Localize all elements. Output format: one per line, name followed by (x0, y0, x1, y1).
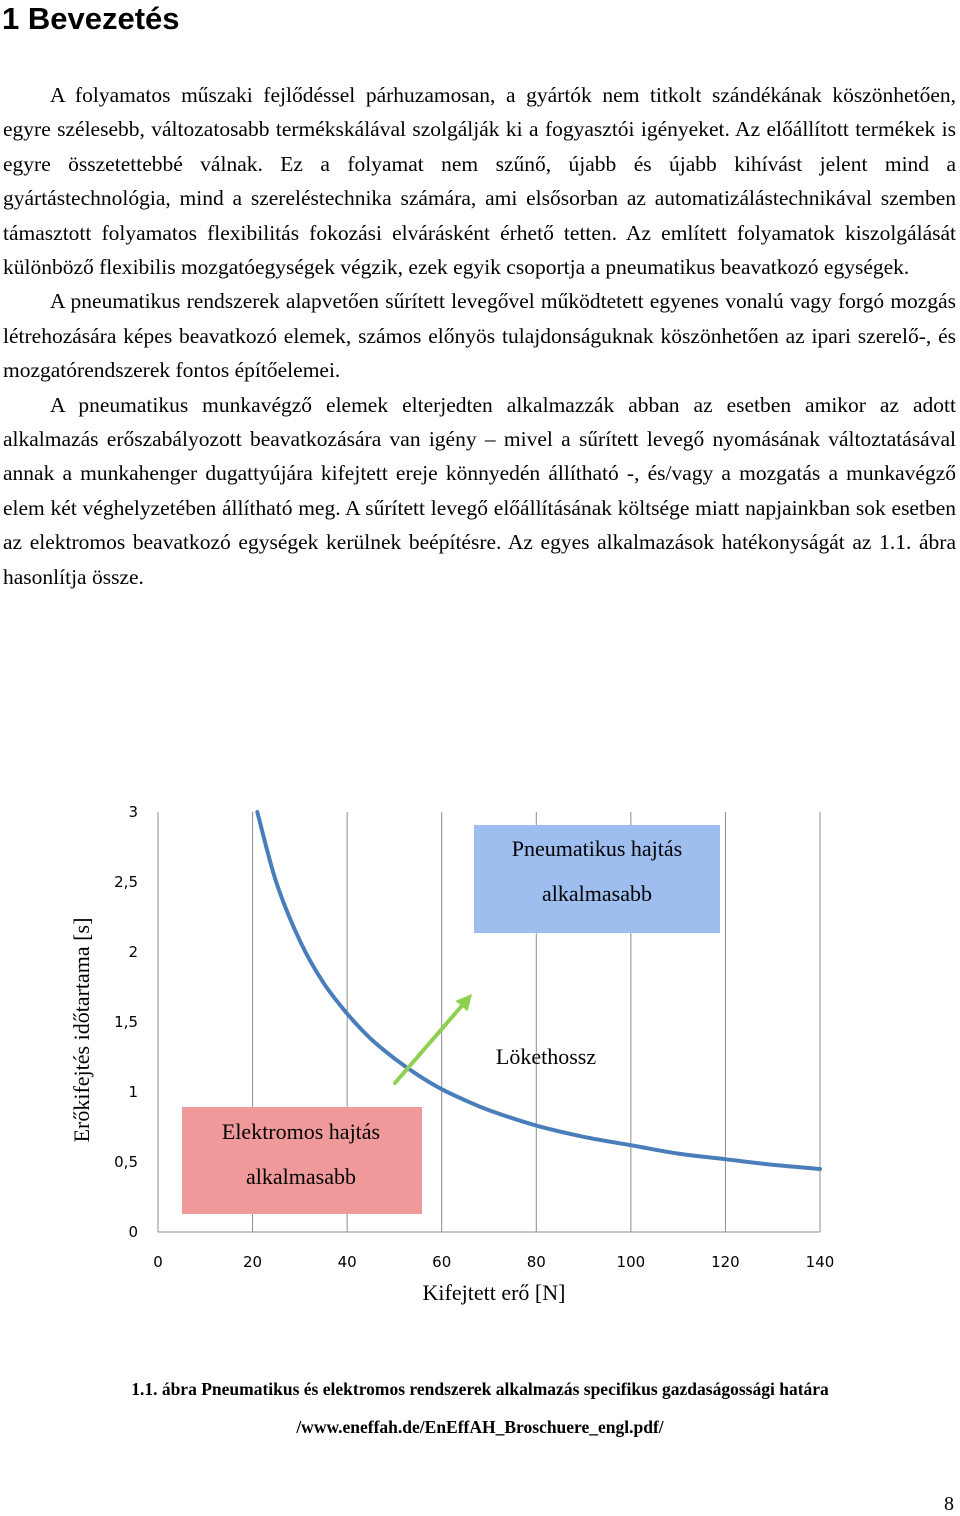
x-tick-label: 80 (526, 1253, 546, 1271)
y-tick-label: 3 (128, 803, 138, 821)
pneumatic-box-line-1: Pneumatikus hajtás (511, 836, 683, 861)
page-number: 8 (944, 1493, 954, 1515)
electric-box-line-1: Elektromos hajtás (221, 1119, 381, 1144)
section-heading: 1 Bevezetés (2, 1, 180, 36)
paragraph-1: A folyamatos műszaki fejlődéssel párhuzamosan, a gyártók nem titkolt szándékának köszönhetően, egyre szélesebb, változatosabb termékskálával szolgálják ki a fogyasztói igényeket. Az előállított termékek is egyre összetettebbé válnak. Ez a folyamat nem szűnő, újabb és újabb kihívást jelent mind a gyártástechnológia, mind a szereléstechnika számára, ami elsősorban az automatizálástechnikával szemben támasztott folyamatos flexibilitás fokozási elvárásként érhető tetten. Az említett folyamatok kiszolgálását különböző flexibilis mozgatóegységek végzik, ezek egyik csoportja a pneumatikus beavatkozó egységek. (3, 83, 956, 280)
y-axis-title: Erőkifejtés időtartama [s] (69, 917, 94, 1143)
x-tick-label: 140 (805, 1253, 835, 1271)
stroke-length-arrow (395, 994, 472, 1083)
x-tick-label: 0 (153, 1253, 163, 1271)
x-tick-label: 20 (243, 1253, 263, 1271)
x-axis-title: Kifejtett erő [N] (422, 1280, 566, 1305)
y-tick-label: 0 (128, 1223, 138, 1241)
figure-source: /www.eneffah.de/EnEffAH_Broschuere_engl.pdf/ (296, 1417, 664, 1437)
paragraph-3: A pneumatikus munkavégző elemek elterjedten alkalmazzák abban az esetben amikor az adott alkalmazás erőszabályozott beavatkozására van igény – mivel a sűrített levegő nyomásának változtatásával annak a munkahenger dugattyújára kifejtett ereje könnyedén állítható -, és/vagy a mozgatás a munkavégző elem két véghelyzetében állítható meg. A sűrített levegő előállításának költsége miatt napjainkban sok esetben az elektromos beavatkozó egységek kerülnek beépítésre. Az egyes alkalmazások hatékonyságát az 1.1. ábra hasonlítja össze. (3, 392, 956, 589)
pneumatic-box-line-2: alkalmasabb (542, 881, 652, 906)
x-tick-label: 40 (337, 1253, 357, 1271)
x-tick-label: 120 (711, 1253, 740, 1271)
y-tick-label: 0,5 (114, 1153, 138, 1171)
y-tick-label: 2,5 (114, 873, 138, 891)
y-tick-label: 2 (128, 943, 138, 961)
x-tick-label: 60 (432, 1253, 452, 1271)
figure-caption: 1.1. ábra Pneumatikus és elektromos rendszerek alkalmazás specifikus gazdaságossági határa (131, 1379, 829, 1399)
force-duration-chart (0, 780, 960, 1340)
stroke-length-label: Lökethossz (495, 1044, 597, 1069)
y-tick-label: 1,5 (114, 1013, 138, 1031)
body-text (3, 78, 956, 594)
arrow-shaft (395, 1001, 466, 1083)
x-tick-label: 100 (616, 1253, 646, 1271)
paragraph-2: A pneumatikus rendszerek alapvetően sűrített levegővel működtetett egyenes vonalú vagy forgó mozgás létrehozására képes beavatkozó elemek, számos előnyös tulajdonságuknak köszönhetően az ipari szerelő-, és mozgatórendszerek fontos építőelemei. (3, 289, 956, 383)
electric-box-line-2: alkalmasabb (246, 1164, 356, 1189)
y-tick-label: 1 (128, 1083, 138, 1101)
